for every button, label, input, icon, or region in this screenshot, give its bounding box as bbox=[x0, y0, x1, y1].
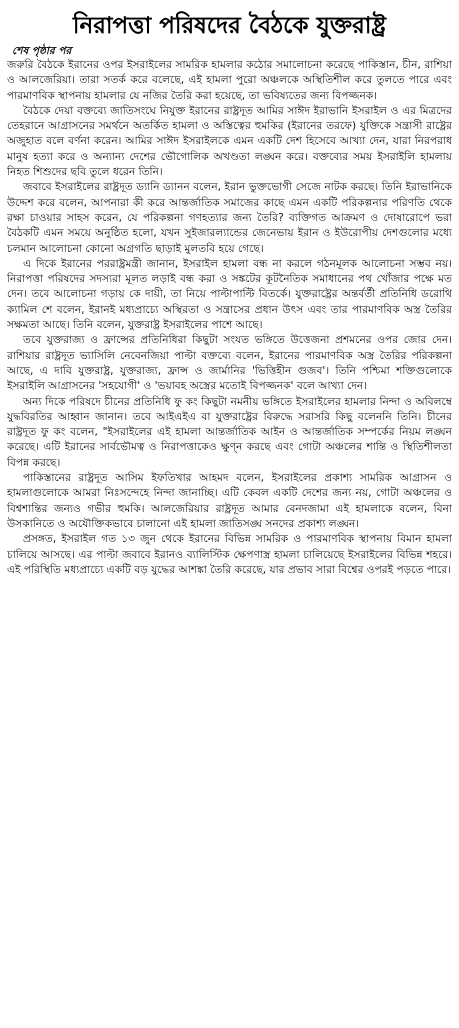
article-paragraph: পাকিস্তানের রাষ্ট্রদূত আসিম ইফতিখার আহমদ বলেন, ইসরাইলের প্রকাশ্য সামরিক আগ্রাসন ও হামলাগুলোকে আমরা নিঃসন্দেহে নিন্দা জানাচ্ছি। এটি কেবল একটি দেশের জন্য নয়, গোটা অঞ্চলের ও বিশ্বশান্তির জন্যও গভীর হুমকি। আলজেরিয়ার রাষ্ট্রদূত আমার বেনদজামা এই হামলাকে বলেন, বিনা উসকানিতে ও অযৌক্তিকভাবে চালানো এই হামলা জাতিসঙ্ঘ সনদের প্রকাশ্য লঙ্ঘন। bbox=[7, 472, 452, 530]
article-paragraph: এ দিকে ইরানের পররাষ্ট্রমন্ত্রী জানান, ইসরাইল হামলা বন্ধ না করলে গঠনমূলক আলোচনা সম্ভব নয়। নিরাপত্তা পরিষদের সদস্যরা মূলত লড়াই বন্ধ করা ও সঙ্কটের কূটনৈতিক সমাধানের পথ খোঁজার পক্ষে মত দেন। তবে আলোচনা গড়ায় কে দায়ী, তা নিয়ে পাল্টাপাল্টি বিতর্কে। যুক্তরাষ্ট্রের অন্তর্বর্তী প্রতিনিধি ডরোথি ক্যামিল শে বলেন, ইরানই মধ্যপ্রাচ্যে অস্থিরতা ও সন্ত্রাসের প্রধান উৎস এবং তার পারমাণবিক অস্ত্র তৈরির সক্ষমতা আছে। তিনি বলেন, যুক্তরাষ্ট্র ইসরাইলের পাশে আছে। bbox=[7, 257, 452, 332]
article-paragraph: জরুরি বৈঠকে ইরানের ওপর ইসরাইলের সামরিক হামলার কঠোর সমালোচনা করেছে পাকিস্তান, চীন, রাশিয়া ও আলজেরিয়া। তারা সতর্ক করে বলেছে, এই হামলা পুরো অঞ্চলকে অস্থিতিশীল করে তুলতে পারে এবং পারমাণবিক স্থাপনায় হামলার যে নজির তৈরি করা হয়েছে, তা ভবিষ্যতের জন্য বিপজ্জনক। bbox=[7, 59, 452, 102]
article-paragraph: বৈঠকে দেয়া বক্তব্যে জাতিসংঘে নিযুক্ত ইরানের রাষ্ট্রদূত আমির সাঈদ ইরাভানি ইসরাইল ও এর মিত্রদের তেহরানে আগ্রাসনের সমর্থনে অতর্কিত হামলা ও অস্তিত্বের হুমকির (ইরানের তরফে) যুক্তিকে সন্ত্রাসী রাষ্ট্রের অজুহাত বলে বর্ণনা করেন। আমির সাঈদ ইসরাইলকে এমন একটি দেশ হিসেবে আখ্যা দেন, যারা নিরপরাধ মানুষ হত্যা করে ও অন্যান্য দেশের ভৌগোলিক অখণ্ডতা লঙ্ঘন করে। বক্তব্যের সময় ইসরাইলি হামলায় নিহত শিশুদের ছবি তুলে ধরেন তিনি। bbox=[7, 104, 452, 179]
article-headline: নিরাপত্তা পরিষদের বৈঠকে যুক্তরাষ্ট্র bbox=[72, 13, 387, 39]
article-body bbox=[7, 58, 452, 1024]
article-paragraph: তবে যুক্তরাজ্য ও ফ্রান্সের প্রতিনিধিরা কিছুটা সংযত ভঙ্গিতে উত্তেজনা প্রশমনের ওপর জোর দেন। রাশিয়ার রাষ্ট্রদূত ভ্যাসিলি নেবেনজিয়া পাল্টা বক্তব্যে বলেন, ইরানের পারমাণবিক অস্ত্র তৈরির পরিকল্পনা আছে, এ দাবি যুক্তরাষ্ট্র, যুক্তরাজ্য, ফ্রান্স ও জার্মানির 'ভিত্তিহীন গুজব'। তিনি পশ্চিমা শক্তিগুলোকে ইসরাইলি আগ্রাসনের 'সহযোগী' ও 'ভয়াবহ অস্ত্রের মতোই বিপজ্জনক' বলে আখ্যা দেন। bbox=[7, 334, 452, 393]
article-paragraph: প্রসঙ্গত, ইসরাইল গত ১৩ জুন থেকে ইরানের বিভিন্ন সামরিক ও পারমাণবিক স্থাপনায় বিমান হামলা চালিয়ে আসছে। এর পাল্টা জবাবে ইরানও ব্যালিস্টিক ক্ষেপণাস্ত্র হামলা চালিয়েছে ইসরাইলের বিভিন্ন শহরে। এই পরিস্থিতি মধ্যপ্রাচ্যে একটি বড় যুদ্ধের আশঙ্কা তৈরি করেছে, যার প্রভাব সারা বিশ্বের ওপরই পড়তে পারে। bbox=[7, 533, 452, 576]
continuation-note: শেষ পৃষ্ঠার পর bbox=[12, 45, 72, 57]
article-paragraph: জবাবে ইসরাইলের রাষ্ট্রদূত ড্যানি ড্যানন বলেন, ইরান ভুক্তভোগী সেজে নাটক করছে। তিনি ইরাভানিকে উদ্দেশ করে বলেন, আপনারা কী করে আন্তর্জাতিক সমাজের কাছে এমন একটি পরিকল্পনার পরিণতি থেকে রক্ষা চাওয়ার সাহস করেন, যে পরিকল্পনা গণহত্যার জন্য তৈরি? ব্যক্তিগত আক্রমণ ও দোষারোপে ভরা বৈঠকটি এমন সময়ে অনুষ্ঠিত হলো, যখন সুইজারল্যান্ডের জেনেভায় ইরান ও ইউরোপীয় দেশগুলোর মধ্যে চলমান আলোচনা কোনো অগ্রগতি ছাড়াই মুলতবি হয়ে গেছে। bbox=[7, 181, 452, 255]
article-paragraph: অন্য দিকে পরিষদে চীনের প্রতিনিধি ফু কং কিছুটা নমনীয় ভঙ্গিতে ইসরাইলের হামলার নিন্দা ও অবিলম্বে যুদ্ধবিরতির আহ্বান জানান। তবে আইএইএ বা যুক্তরাষ্ট্রের বিরুদ্ধে সরাসরি কিছু বলেননি তিনি। চীনের রাষ্ট্রদূত ফু কং বলেন, "ইসরাইলের এই হামলা আন্তর্জাতিক আইন ও আন্তর্জাতিক সম্পর্কের নিয়ম লঙ্ঘন করেছে। এটি ইরানের সার্বভৌমত্ব ও নিরাপত্তাকেও ক্ষুণ্ন করছে এবং গোটা অঞ্চলের শান্তি ও স্থিতিশীলতা বিপন্ন করছে। bbox=[7, 395, 452, 469]
